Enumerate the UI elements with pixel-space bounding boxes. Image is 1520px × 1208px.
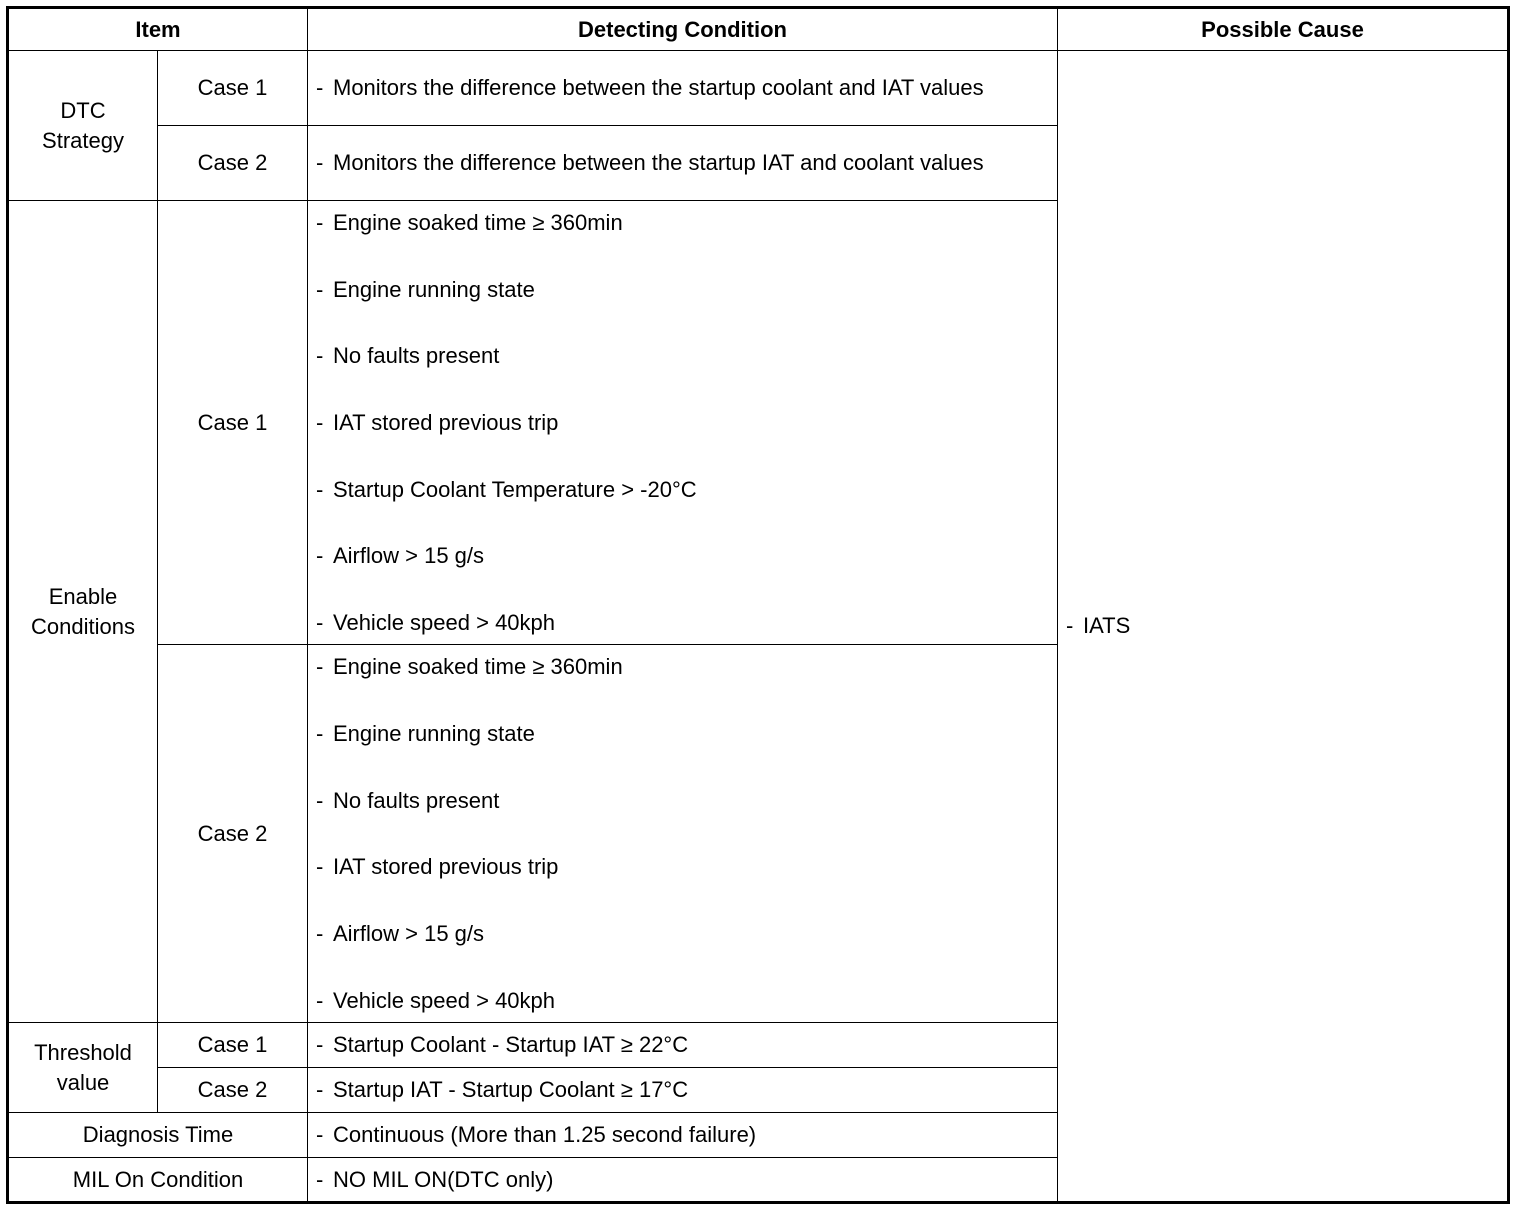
list-item-text: Airflow > 15 g/s bbox=[333, 543, 485, 569]
list-item bbox=[316, 408, 1047, 438]
diagnosis-time-label: Diagnosis Time bbox=[8, 1113, 308, 1158]
dtc-strategy-label-line1: DTC bbox=[60, 97, 106, 123]
threshold-case1-condition bbox=[308, 1023, 1058, 1068]
enable-conditions-case2-list bbox=[316, 652, 1047, 1016]
bullet-dash: - bbox=[316, 720, 324, 746]
list-item-text: Engine running state bbox=[333, 276, 535, 302]
bullet-dash: - bbox=[316, 476, 324, 502]
enable-conditions-case1-label: Case 1 bbox=[158, 201, 308, 645]
list-item-text: IAT stored previous trip bbox=[333, 409, 559, 435]
header-detecting-condition: Detecting Condition bbox=[308, 8, 1058, 51]
dtc-strategy-case1-condition bbox=[308, 51, 1058, 126]
dtc-strategy-case1-text: Monitors the difference between the startup coolant and IAT values bbox=[333, 75, 984, 100]
list-item-text: Engine soaked time ≥ 360min bbox=[333, 654, 623, 679]
mil-on-condition-label: MIL On Condition bbox=[8, 1158, 308, 1203]
list-item-text: Engine soaked time ≥ 360min bbox=[333, 210, 623, 235]
mil-on-condition-condition bbox=[308, 1158, 1058, 1203]
header-row bbox=[8, 8, 1509, 51]
threshold-label-line1: Threshold bbox=[34, 1039, 132, 1065]
list-item-text: Vehicle speed > 40kph bbox=[333, 987, 556, 1013]
dtc-strategy-case2-condition bbox=[308, 126, 1058, 201]
list-item-text: IAT stored previous trip bbox=[333, 854, 559, 880]
threshold-case1-label: Case 1 bbox=[158, 1023, 308, 1068]
list-item bbox=[316, 652, 1047, 682]
list-item-text: No faults present bbox=[333, 343, 500, 369]
list-item-text: No faults present bbox=[333, 787, 500, 813]
bullet-dash: - bbox=[316, 987, 324, 1013]
enable-conditions-label-line1: Enable bbox=[48, 583, 118, 609]
mil-on-condition-text: NO MIL ON(DTC only) bbox=[333, 1166, 554, 1192]
enable-conditions-case1-list bbox=[316, 208, 1047, 638]
bullet-dash: - bbox=[316, 1166, 324, 1192]
list-item bbox=[316, 919, 1047, 949]
threshold-case2-condition bbox=[308, 1068, 1058, 1113]
list-item-text: Startup Coolant Temperature > -20°C bbox=[333, 476, 697, 502]
bullet-dash: - bbox=[316, 150, 324, 175]
bullet-dash: - bbox=[316, 1032, 324, 1057]
bullet-dash: - bbox=[316, 409, 324, 435]
dtc-strategy-label-line2: Strategy bbox=[42, 127, 124, 153]
bullet-dash: - bbox=[316, 654, 324, 679]
list-item-text: Airflow > 15 g/s bbox=[333, 921, 485, 947]
dtc-strategy-label bbox=[8, 51, 158, 201]
list-item bbox=[316, 341, 1047, 371]
possible-cause-cell bbox=[1058, 51, 1509, 1203]
bullet-dash: - bbox=[316, 343, 324, 369]
possible-cause-text: IATS bbox=[1083, 613, 1131, 638]
bullet-dash: - bbox=[316, 609, 324, 635]
diagnosis-time-condition bbox=[308, 1113, 1058, 1158]
bullet-dash: - bbox=[316, 1122, 324, 1147]
list-item bbox=[316, 608, 1047, 638]
dtc-strategy-case2-label: Case 2 bbox=[158, 126, 308, 201]
bullet-dash: - bbox=[1066, 613, 1074, 638]
header-possible-cause: Possible Cause bbox=[1058, 8, 1509, 51]
bullet-dash: - bbox=[316, 210, 324, 235]
threshold-case2-text: Startup IAT - Startup Coolant ≥ 17°C bbox=[333, 1077, 689, 1102]
header-item: Item bbox=[8, 8, 308, 51]
bullet-dash: - bbox=[316, 921, 324, 947]
enable-conditions-case2-list-cell bbox=[308, 645, 1058, 1023]
bullet-dash: - bbox=[316, 854, 324, 880]
threshold-case2-label: Case 2 bbox=[158, 1068, 308, 1113]
bullet-dash: - bbox=[316, 787, 324, 813]
list-item bbox=[316, 786, 1047, 816]
dtc-strategy-case1-label: Case 1 bbox=[158, 51, 308, 126]
threshold-label-line2: value bbox=[56, 1069, 110, 1095]
list-item bbox=[316, 719, 1047, 749]
threshold-case1-text: Startup Coolant - Startup IAT ≥ 22°C bbox=[333, 1032, 689, 1057]
bullet-dash: - bbox=[316, 276, 324, 302]
enable-conditions-label bbox=[8, 201, 158, 1023]
list-item bbox=[316, 852, 1047, 882]
enable-conditions-case2-label: Case 2 bbox=[158, 645, 308, 1023]
bullet-dash: - bbox=[316, 1077, 324, 1102]
bullet-dash: - bbox=[316, 75, 324, 100]
enable-conditions-label-line2: Conditions bbox=[31, 613, 135, 639]
list-item bbox=[316, 541, 1047, 571]
list-item bbox=[316, 275, 1047, 305]
list-item-text: Engine running state bbox=[333, 720, 535, 746]
dtc-strategy-case2-text: Monitors the difference between the startup IAT and coolant values bbox=[333, 150, 984, 175]
list-item bbox=[316, 208, 1047, 238]
list-item bbox=[316, 986, 1047, 1016]
bullet-dash: - bbox=[316, 543, 324, 569]
list-item bbox=[316, 475, 1047, 505]
enable-conditions-case1-list-cell bbox=[308, 201, 1058, 645]
diagnosis-time-text: Continuous (More than 1.25 second failure) bbox=[333, 1122, 757, 1147]
threshold-label bbox=[8, 1023, 158, 1113]
dtc-spec-table bbox=[6, 6, 1510, 1204]
dtc-strategy-case1-row bbox=[8, 51, 1509, 126]
list-item-text: Vehicle speed > 40kph bbox=[333, 609, 556, 635]
